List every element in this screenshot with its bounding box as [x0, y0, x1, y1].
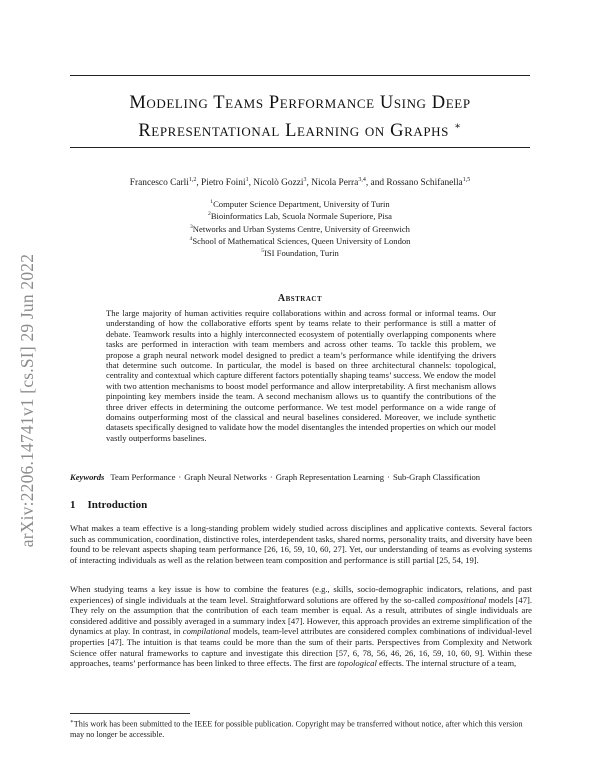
- keyword-separator: ·: [178, 472, 182, 482]
- title-line-2-text: Representational Learning on Graphs: [138, 121, 449, 142]
- author-name: Nicola Perra: [311, 178, 359, 189]
- keyword-separator: ·: [269, 472, 273, 482]
- keyword: Graph Neural Networks: [184, 472, 267, 482]
- author-name: Nicolò Gozzi: [253, 178, 304, 189]
- author-affil-mark: 1,2: [188, 177, 197, 183]
- author-name: Francesco Carli: [129, 178, 189, 189]
- affiliation-mark: 3: [190, 223, 193, 230]
- keywords-label: Keywords: [70, 472, 105, 482]
- affiliation-text: ISI Foundation, Turin: [264, 247, 339, 258]
- paper-title: [70, 92, 530, 143]
- keyword-separator: ·: [387, 472, 390, 482]
- affiliation-text: School of Mathematical Sciences, Queen University of London: [192, 235, 411, 246]
- title-rule-top: [70, 75, 530, 76]
- affiliation: [70, 246, 530, 258]
- intro-paragraph-2: [70, 584, 532, 669]
- author-affil-mark: 1,5: [462, 177, 471, 183]
- author-name: Rossano Schifanella: [386, 178, 463, 189]
- footnote-text: This work has been submitted to the IEEE for possible publication. Copyright may be transferred without notice, after which this version may no longer be accessible.: [70, 719, 523, 739]
- affiliation-mark: 1: [210, 199, 214, 205]
- affiliation-mark: 5: [261, 248, 265, 255]
- author-name: Pietro Foini: [201, 178, 246, 189]
- keywords-line: [70, 472, 540, 483]
- keyword: Team Performance: [110, 472, 176, 482]
- footnote-rule: [70, 713, 190, 714]
- paragraph-text: effects. The internal structure of a team,: [376, 658, 517, 669]
- author-affil-mark: 3: [303, 177, 307, 183]
- affiliation: [70, 209, 530, 221]
- paragraph-text: models [47]. They rely on the assumption that the contribution of each team member is equal. As a result, attributes of single individuals are considered additive and possibly averaged in a summary index [47]. However, this approach provides an extreme simplification of the dynamics at play. In contrast, in: [70, 594, 532, 637]
- author-affil-mark: 1: [245, 177, 249, 183]
- intro-paragraph-1: What makes a team effective is a long-standing problem widely studied across disciplines and applicative contexts. Several factors such as communication, coordination, distinctive roles, interdependent tasks, shared norms, personality traits, and diversity have been found to be relevant aspects shaping team performance [26, 16, 59, 10, 60, 27]. Yet, our understanding of teams as evolving systems of interacting individuals as well as the relation between team composition and performance is still partial [25, 54, 19].: [70, 523, 532, 565]
- section-number: 1: [70, 499, 76, 511]
- emphasis-term: topological: [337, 658, 377, 669]
- footnote: [70, 717, 532, 740]
- section-heading-introduction: [70, 499, 147, 511]
- affiliation: [70, 222, 530, 234]
- emphasis-term: compilational: [182, 626, 231, 637]
- affiliation-text: Networks and Urban Systems Centre, University of Greenwich: [192, 223, 410, 234]
- abstract-body: The large majority of human activities require collaborations within and across formal or informal teams. Our understanding of how the collaborative efforts spent by teams relate to their performance is still a matter of debate. Teamwork results into a highly interconnected ecosystem of potentially overlapping components where tasks are performed in interaction with team members and across other teams. To tackle this problem, we propose a graph neural network model designed to predict a team’s performance while identifying the drivers that determine such outcome. In particular, the model is based on three architectural channels: topological, centrality and contextual which capture different factors potentially shaping teams’ success. We endow the model with two attention mechanisms to boost model performance and allow interpretability. A first mechanism allows pinpointing key members inside the team. A second mechanism allows us to quantify the contributions of the three driver effects in determining the outcome performance. We test model performance on a wide range of domains outperforming most of the classical and neural baselines considered. Moreover, we include synthetic datasets specifically designed to validate how the model disentangles the intended properties on which our model vastly outperforms baselines.: [106, 308, 496, 443]
- author-list: Francesco Carli$^{1,2}$, Pietro Foini$^1$, Nicolò Gozzi$^3$, Nicola Perra$^{3,4}$, and Rossano Schifanella$^{1,5}$: [129, 177, 471, 189]
- keyword: Graph Representation Learning: [275, 472, 385, 482]
- affiliation-text: Bioinformatics Lab, Scuola Normale Superiore, Pisa: [210, 211, 392, 222]
- affiliation-list: [70, 197, 530, 258]
- footnote-mark: ∗: [70, 719, 74, 725]
- title-footnote-mark[interactable]: ∗: [454, 121, 462, 132]
- affiliation: [70, 234, 530, 246]
- affiliation-mark: 2: [208, 211, 211, 218]
- affiliation-mark: 4: [189, 235, 193, 242]
- title-line-1: Modeling Teams Performance Using Deep: [129, 93, 471, 113]
- paragraph-text: models, team-level attributes are considered complex combinations of individual-level properties [47]. The intuition is that teams could be more than the sum of their parts. Perspectives from Complexity and Network Science offer natural frameworks to capture and investigate this direction [57, 6, 78, 56, 46, 26, 16, 59, 10, 60, 9]. Within these approaches, teams’ performance has been linked to three effects. The first are: [70, 626, 533, 669]
- arxiv-identifier[interactable]: arXiv:2206.14741v1 [cs.SI] 29 Jun 2022: [17, 253, 38, 547]
- section-title: Introduction: [87, 499, 148, 511]
- title-line-2: [70, 115, 530, 143]
- paragraph-text: When studying teams a key issue is how to combine the features (e.g., skills, socio-demographic indicators, relations, and past experiences) of single individuals at the team level. Straightforward solutions are offered by the so-called: [70, 584, 532, 605]
- author-conjunction: and: [370, 178, 385, 189]
- affiliation: [70, 197, 530, 209]
- emphasis-term: compositional: [437, 594, 487, 605]
- keyword: Sub-Graph Classification: [392, 472, 481, 482]
- affiliation-text: Computer Science Department, University of Turin: [213, 198, 390, 209]
- arxiv-sidebar: [8, 200, 48, 600]
- author-affil-mark: 3,4: [358, 177, 366, 183]
- abstract-heading: Abstract: [277, 293, 323, 304]
- title-rule-bottom: [70, 147, 530, 148]
